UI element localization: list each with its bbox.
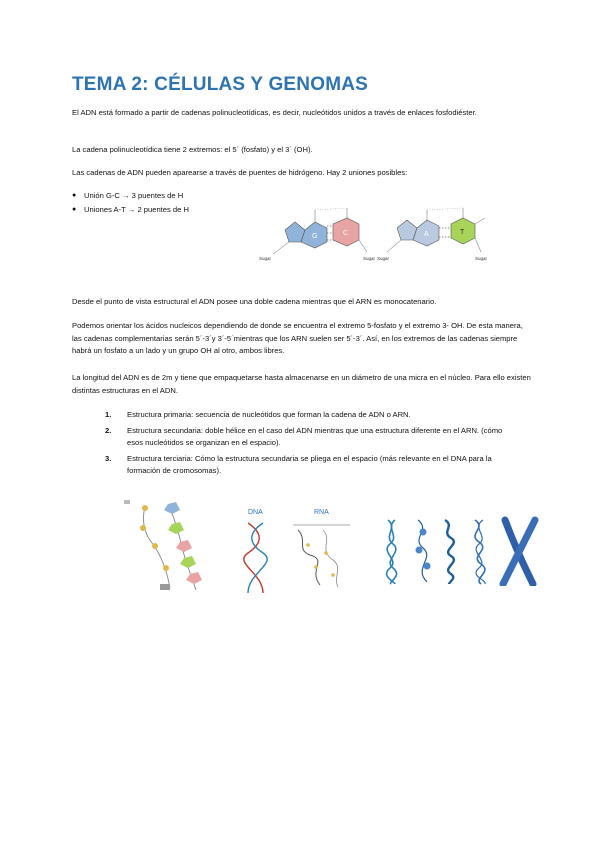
- bond-line: [475, 238, 481, 252]
- base-node: [186, 572, 202, 584]
- basepair-diagram: [255, 200, 495, 270]
- list-text: Estructura primaria: secuencia de nucleótidos que forman la cadena de ADN o ARN.: [127, 410, 411, 419]
- rna-strand: [298, 530, 320, 585]
- bullet-list-uniones: [72, 189, 189, 217]
- bond-line: [273, 242, 289, 254]
- phosphate-node: [163, 565, 169, 571]
- list-text: Estructura terciaria: Cómo la estructura secundaria se pliega en el espacio (más relevante en el DNA para la formación de cromosomas).: [127, 453, 492, 475]
- numbered-list-estructuras: [105, 409, 505, 481]
- numbered-item-terciaria: [105, 453, 505, 478]
- numbered-item-primaria: [105, 409, 505, 422]
- base-node: [164, 502, 180, 514]
- sugar-label: Sugar: [475, 256, 488, 261]
- thymine-label: T: [460, 229, 465, 236]
- base-node: [168, 522, 184, 534]
- paragraph-orientacion: Podemos orientar los ácidos nucleicos dependiendo de donde se encuentra el extremo 5-fosfato y el extremo 3- OH. De esta manera, las cadenas complementarias serán 5´-3´y 3´-5´mientras que los ARN suelen ser 5´-3´. Así, en los extremos de las cadenas siempre habrá un fosfato a un lado y un grupo OH al otro, ambos libres.: [72, 321, 523, 355]
- phosphate-node: [142, 505, 148, 511]
- bond-line: [427, 208, 463, 210]
- sugar-label: Sugar: [363, 256, 376, 261]
- page-title: TEMA 2: CÉLULAS Y GENOMAS: [72, 74, 369, 95]
- guanine-label: G: [312, 233, 318, 240]
- paragraph-estructura-doble: Desde el punto de vista estructural el ADN posee una doble cadena mientras que el ARN es monocatenario.: [72, 297, 437, 306]
- chromatin-levels-figure: [383, 516, 548, 586]
- bullet-item-gc: ● Unión G-C → 3 puentes de H: [72, 189, 189, 203]
- dna-rna-figure: [238, 505, 363, 595]
- list-text: Estructura secundaria: doble hélice en el caso del ADN mientras que una estructura diferente en el ARN. (cómo esos nucleótidos se organizan en el espacio).: [127, 425, 503, 447]
- paragraph-apareamiento: Las cadenas de ADN pueden aparearse a través de puentes de hidrógeno. Hay 2 uniones posibles:: [72, 168, 408, 177]
- sugar-node: [124, 500, 130, 504]
- bond-line: [315, 208, 347, 210]
- base-node: [176, 540, 192, 552]
- rna-base-dot: [331, 573, 335, 577]
- base-node: [180, 556, 196, 568]
- fiber-level: [445, 520, 454, 584]
- nucleosome-bead: [416, 547, 423, 554]
- nucleotide-chain-figure: [110, 498, 220, 598]
- paragraph-longitud: La longitud del ADN es de 2m y tiene que empaquetarse hasta almacenarse en un diámetro de una micra en el núcleo. Para ello existen distintas estructuras en el ADN.: [72, 373, 531, 395]
- chromatin-levels-diagram: [383, 516, 548, 586]
- sugar-label: Sugar: [259, 256, 272, 261]
- rna-strand: [323, 530, 338, 587]
- dna-rna-diagram: [238, 505, 363, 595]
- paragraph-adn-definition: El ADN está formado a partir de cadenas polinucleotídicas, es decir, nucleótidos unidos a través de enlaces fosfodiéster.: [72, 108, 477, 117]
- dna-label: DNA: [248, 509, 263, 516]
- phosphate-node: [152, 543, 158, 549]
- rna-base-dot: [324, 551, 328, 555]
- cytosine-label: C: [343, 230, 349, 237]
- phosphate-node: [140, 525, 146, 531]
- numbered-item-secundaria: [105, 425, 505, 450]
- sugar-node: [160, 584, 170, 590]
- nucleosome-bead: [420, 529, 427, 536]
- basepair-figure: [255, 200, 495, 270]
- list-number: 1.: [105, 410, 112, 419]
- nucleotide-chain-diagram: [110, 498, 220, 598]
- paragraph-extremos: La cadena polinucleotídica tiene 2 extremos: el 5´ (fosfato) y el 3´ (OH).: [72, 145, 313, 154]
- rna-base-dot: [314, 565, 318, 569]
- adenine-label: A: [424, 231, 429, 238]
- list-number: 3.: [105, 453, 112, 463]
- bond-line: [387, 240, 401, 252]
- rna-label: RNA: [314, 509, 329, 516]
- bond-line: [359, 240, 367, 252]
- bullet-item-at: ● Uniones A-T → 2 puentes de H: [72, 203, 189, 217]
- list-number: 2.: [105, 425, 112, 435]
- bond-line: [475, 218, 485, 224]
- nucleosome-bead: [424, 563, 431, 570]
- sugar-label: Sugar: [377, 256, 390, 261]
- rna-base-dot: [306, 543, 310, 547]
